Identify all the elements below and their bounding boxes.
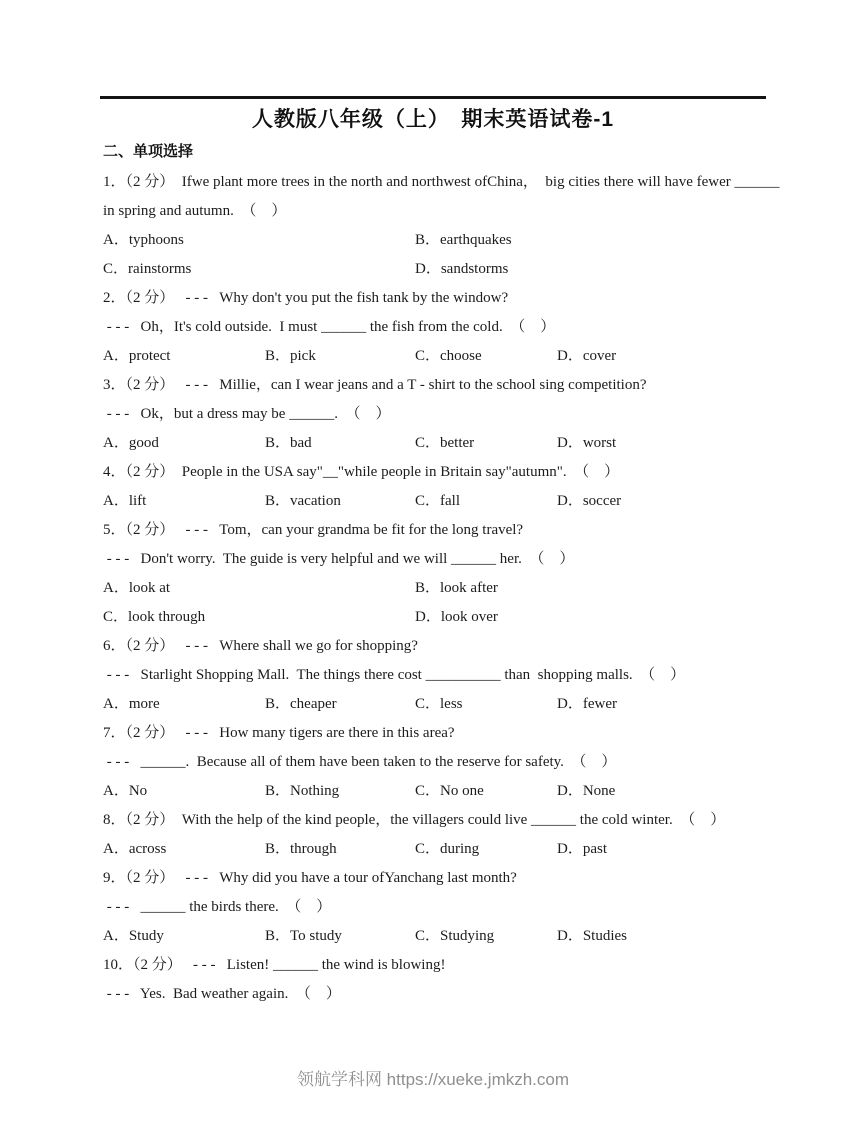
question-2-line: - - - Oh，It's cold outside. I must ______ the fish from the cold. （ ） bbox=[103, 319, 556, 335]
question-9-option-c: C．Studying bbox=[415, 928, 495, 944]
question-block-8 bbox=[103, 806, 766, 864]
question-6-line: 6．（2 分） - - - Where shall we go for shopping? bbox=[103, 638, 418, 654]
question-2-option-b: B．pick bbox=[265, 348, 316, 364]
question-1-option-row bbox=[103, 226, 766, 255]
question-3-option-row bbox=[103, 429, 766, 458]
question-8-option-d: D．past bbox=[557, 841, 607, 857]
question-7-option-row bbox=[103, 777, 766, 806]
question-6-option-d: D．fewer bbox=[557, 696, 617, 712]
question-5-line: 5．（2 分） - - - Tom，can your grandma be fit for the long travel? bbox=[103, 522, 524, 538]
question-8-option-b: B．through bbox=[265, 841, 337, 857]
question-block-6 bbox=[103, 632, 766, 719]
question-7-option-c: C．No one bbox=[415, 783, 484, 799]
question-block-3 bbox=[103, 371, 766, 458]
question-2-option-row bbox=[103, 342, 766, 371]
question-9-option-a: A．Study bbox=[103, 928, 164, 944]
question-2-option-c: C．choose bbox=[415, 348, 482, 364]
header-rule bbox=[100, 96, 766, 99]
question-4-option-a: A．lift bbox=[103, 493, 147, 509]
question-1-line: 1．（2 分） Ifwe plant more trees in the north and northwest ofChina， big cities there will have fewer ______ bbox=[103, 174, 780, 190]
question-block-2 bbox=[103, 284, 766, 371]
question-4-option-c: C．fall bbox=[415, 493, 460, 509]
question-7-option-a: A．No bbox=[103, 783, 148, 799]
question-5-line: - - - Don't worry. The guide is very helpful and we will ______ her. （ ） bbox=[103, 551, 575, 567]
question-4-option-row bbox=[103, 487, 766, 516]
section-header: 二、单项选择 bbox=[103, 143, 194, 160]
question-5-option-row bbox=[103, 574, 766, 603]
question-6-option-row bbox=[103, 690, 766, 719]
question-7-line: 7．（2 分） - - - How many tigers are there in this area? bbox=[103, 725, 455, 741]
question-10-line: 10．（2 分） - - - Listen! ______ the wind is blowing! bbox=[103, 957, 446, 973]
question-1-option-d: D．sandstorms bbox=[415, 261, 509, 277]
question-7-option-b: B．Nothing bbox=[265, 783, 340, 799]
question-2-line: 2．（2 分） - - - Why don't you put the fish tank by the window? bbox=[103, 290, 509, 306]
question-10-line: - - - Yes. Bad weather again. （ ） bbox=[103, 986, 341, 1002]
question-6-option-a: A．more bbox=[103, 696, 160, 712]
question-2-option-d: D．cover bbox=[557, 348, 617, 364]
question-6-line: - - - Starlight Shopping Mall. The things there cost __________ than shopping malls. （ ） bbox=[103, 667, 686, 683]
question-3-option-a: A．good bbox=[103, 435, 159, 451]
question-block-1 bbox=[103, 168, 780, 284]
question-1-option-b: B．earthquakes bbox=[415, 232, 512, 248]
question-7-line: - - - ______. Because all of them have been taken to the reserve for safety. （ ） bbox=[103, 754, 617, 770]
question-1-option-row bbox=[103, 255, 766, 284]
question-6-option-b: B．cheaper bbox=[265, 696, 337, 712]
question-block-10 bbox=[103, 951, 766, 1009]
question-3-line: 3．（2 分） - - - Millie，can I wear jeans and a T - shirt to the school sing competition? bbox=[103, 377, 647, 393]
question-3-line: - - - Ok，but a dress may be ______. （ ） bbox=[103, 406, 391, 422]
question-4-option-d: D．soccer bbox=[557, 493, 622, 509]
question-9-line: - - - ______ the birds there. （ ） bbox=[103, 899, 332, 915]
question-block-9 bbox=[103, 864, 766, 951]
question-block-5 bbox=[103, 516, 766, 632]
question-4-option-b: B．vacation bbox=[265, 493, 341, 509]
question-8-option-row bbox=[103, 835, 766, 864]
question-3-option-d: D．worst bbox=[557, 435, 617, 451]
question-6-option-c: C．less bbox=[415, 696, 463, 712]
question-5-option-d: D．look over bbox=[415, 609, 498, 625]
question-5-option-b: B．look after bbox=[415, 580, 498, 596]
question-5-option-row bbox=[103, 603, 766, 632]
question-8-option-c: C．during bbox=[415, 841, 480, 857]
question-9-option-row bbox=[103, 922, 766, 951]
question-1-option-c: C．rainstorms bbox=[103, 261, 192, 277]
question-9-option-b: B．To study bbox=[265, 928, 342, 944]
question-9-line: 9．（2 分） - - - Why did you have a tour ofYanchang last month? bbox=[103, 870, 517, 886]
question-3-option-c: C．better bbox=[415, 435, 475, 451]
question-2-option-a: A．protect bbox=[103, 348, 171, 364]
question-1-option-a: A．typhoons bbox=[103, 232, 184, 248]
question-5-option-c: C．look through bbox=[103, 609, 206, 625]
questions-list bbox=[103, 168, 780, 1009]
question-1-line: in spring and autumn. （ ） bbox=[103, 203, 287, 219]
page-title: 人教版八年级（上） 期末英语试卷-1 bbox=[251, 108, 615, 131]
question-8-line: 8．（2 分） With the help of the kind people，the villagers could live ______ the cold winter. （ ） bbox=[103, 812, 726, 828]
question-9-option-d: D．Studies bbox=[557, 928, 628, 944]
question-block-4 bbox=[103, 458, 766, 516]
question-3-option-b: B．bad bbox=[265, 435, 312, 451]
question-7-option-d: D．None bbox=[557, 783, 616, 799]
question-block-7 bbox=[103, 719, 766, 806]
footer-watermark: 领航学科网 https://xueke.jmkzh.com bbox=[296, 1070, 570, 1089]
question-5-option-a: A．look at bbox=[103, 580, 171, 596]
question-4-line: 4．（2 分） People in the USA say"__"while people in Britain say"autumn". （ ） bbox=[103, 464, 620, 480]
question-8-option-a: A．across bbox=[103, 841, 167, 857]
